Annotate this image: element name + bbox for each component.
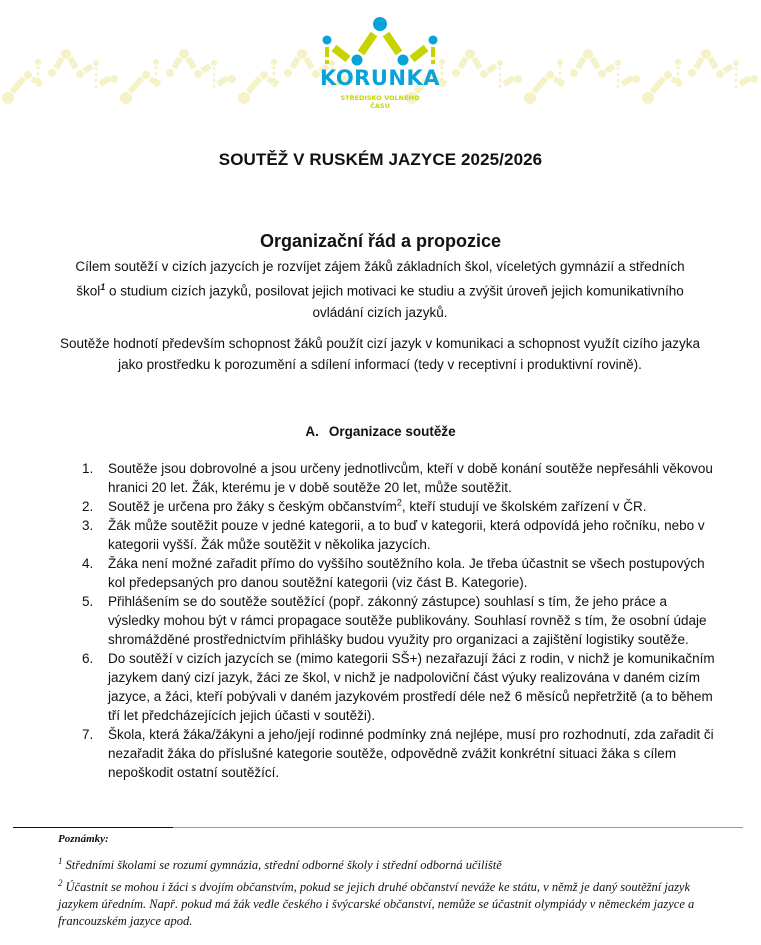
intro-text-part2: o studium cizích jazyků, posilovat jejich motivaci ke studiu a zvýšit úroveň jejich komunikativního ovládání cizích jazyků. — [105, 283, 684, 320]
footnote-separator-light — [173, 827, 743, 828]
list-number: 6. — [82, 651, 94, 666]
footnote-ref-2[interactable]: 2 — [396, 497, 402, 508]
list-item-text: Přihlášením se do soutěže soutěžící (popř. zákonný zástupce) souhlasí s tím, že jeho práce a výsledky mohou být v rámci propagace soutěže publikovány. Souhlasí rovněž s tím, že osobní údaje shromážděné prostřednictvím přihlášky budou využity pro organizaci a zajištění logistiky soutěže. — [108, 594, 707, 647]
korunka-logo — [318, 14, 442, 114]
list-item — [82, 497, 722, 516]
footnote-separator — [13, 827, 173, 828]
list-number: 5. — [82, 594, 94, 609]
list-number: 2. — [82, 499, 94, 514]
footnote-mark: 2 — [58, 878, 63, 888]
list-number: 4. — [82, 556, 94, 571]
list-item-text-after: , kteří studují ve školském zařízení v ČR. — [401, 499, 647, 514]
crown-icon — [318, 14, 442, 70]
logo-wordmark: KORUNKA — [319, 66, 440, 90]
section-title: Organizace soutěže — [328, 424, 456, 439]
notes-title: Poznámky: — [58, 833, 109, 845]
list-number: 3. — [82, 518, 94, 533]
section-heading-a — [0, 424, 761, 439]
page-header — [0, 0, 761, 118]
list-item — [82, 592, 722, 649]
footnote-1 — [58, 853, 718, 874]
logo-subtitle: STŘEDISKO VOLNÉHO — [340, 94, 420, 102]
footnote-text: Středními školami se rozumí gymnázia, střední odborné školy i střední odborná učiliště — [65, 858, 502, 872]
list-item — [82, 459, 722, 497]
logo-subtitle-2: ČASU — [370, 102, 390, 110]
list-item-text: Škola, která žáka/žákyni a jeho/její rodinné podmínky zná nejlépe, musí pro rozhodnutí, zda zařadit či nezařadit žáka do příslušné kategorie soutěže, odpovědně zvážit konkrétní situaci žáka s cílem nepoškodit ostatní soutěžící. — [108, 727, 714, 780]
section-number: A. — [305, 424, 319, 439]
list-item-text: Žák může soutěžit pouze v jedné kategorii, a to buď v kategorii, která odpovídá jeho ročníku, nebo v kategorii vyšší. Žák může soutěžit v několika jazycích. — [108, 518, 705, 552]
list-item-text: Soutěže jsou dobrovolné a jsou určeny jednotlivcům, kteří v době konání soutěže nepřesáhli věkovou hranici 20 let. Žák, kterému je v době soutěže 20 let, může soutěžit. — [108, 461, 713, 495]
list-number: 7. — [82, 727, 94, 742]
list-number: 1. — [82, 461, 94, 476]
document-title: SOUTĚŽ V RUSKÉM JAZYCE 2025/2026 — [218, 150, 543, 169]
list-item — [82, 725, 722, 782]
rules-list — [82, 459, 722, 782]
footnote-mark: 1 — [58, 856, 63, 866]
list-item-text: Do soutěží v cizích jazycích se (mimo kategorii SŠ+) nezařazují žáci z rodin, v nichž je komunikačním jazykem daný cizí jazyk, žáci ze škol, v nichž je nadpoloviční část výuky realizována v daném cizím jazyce, a žáci, kteří pobývali v daném jazykovém prostředí déle než 6 měsíců nepřetržitě (a to během tří let předcházejících jejich účasti v soutěži). — [108, 651, 715, 723]
list-item — [82, 516, 722, 554]
document-subtitle: Organizační řád a propozice — [259, 231, 502, 251]
list-item — [82, 649, 722, 725]
intro-paragraph — [60, 256, 700, 323]
footnote-ref-1[interactable]: 1 — [100, 282, 106, 292]
list-item — [82, 554, 722, 592]
intro-paragraph-2: Soutěže hodnotí především schopnost žáků použít cizí jazyk v komunikaci a schopnost využít cizího jazyka jako prostředku k porozumění a sdílení informací (tedy v receptivní i produktivní rovině). — [59, 336, 701, 372]
list-item-text: Žáka není možné zařadit přímo do vyššího soutěžního kola. Je třeba účastnit se všech postupových kol předepsaných pro danou soutěžní kategorii (viz část B. Kategorie). — [108, 556, 705, 590]
intro-text-part1: Cílem soutěží v cizích jazycích je rozvíjet zájem žáků základních škol, víceletých gymnázií a středních škol — [75, 259, 685, 299]
list-item-text: Soutěž je určena pro žáky s českým občanstvím — [108, 499, 397, 514]
footnote-2 — [58, 875, 718, 930]
footnote-text: Účastnit se mohou i žáci s dvojím občanstvím, pokud se jejich druhé občanství neváže ke státu, v němž je daný soutěžní jazyk jazykem úředním. Např. pokud má žák vedle českého i švýcarské občanství, nemůže se účastnit olympiády v německém jazyce a francouzském jazyce apod. — [58, 880, 695, 928]
